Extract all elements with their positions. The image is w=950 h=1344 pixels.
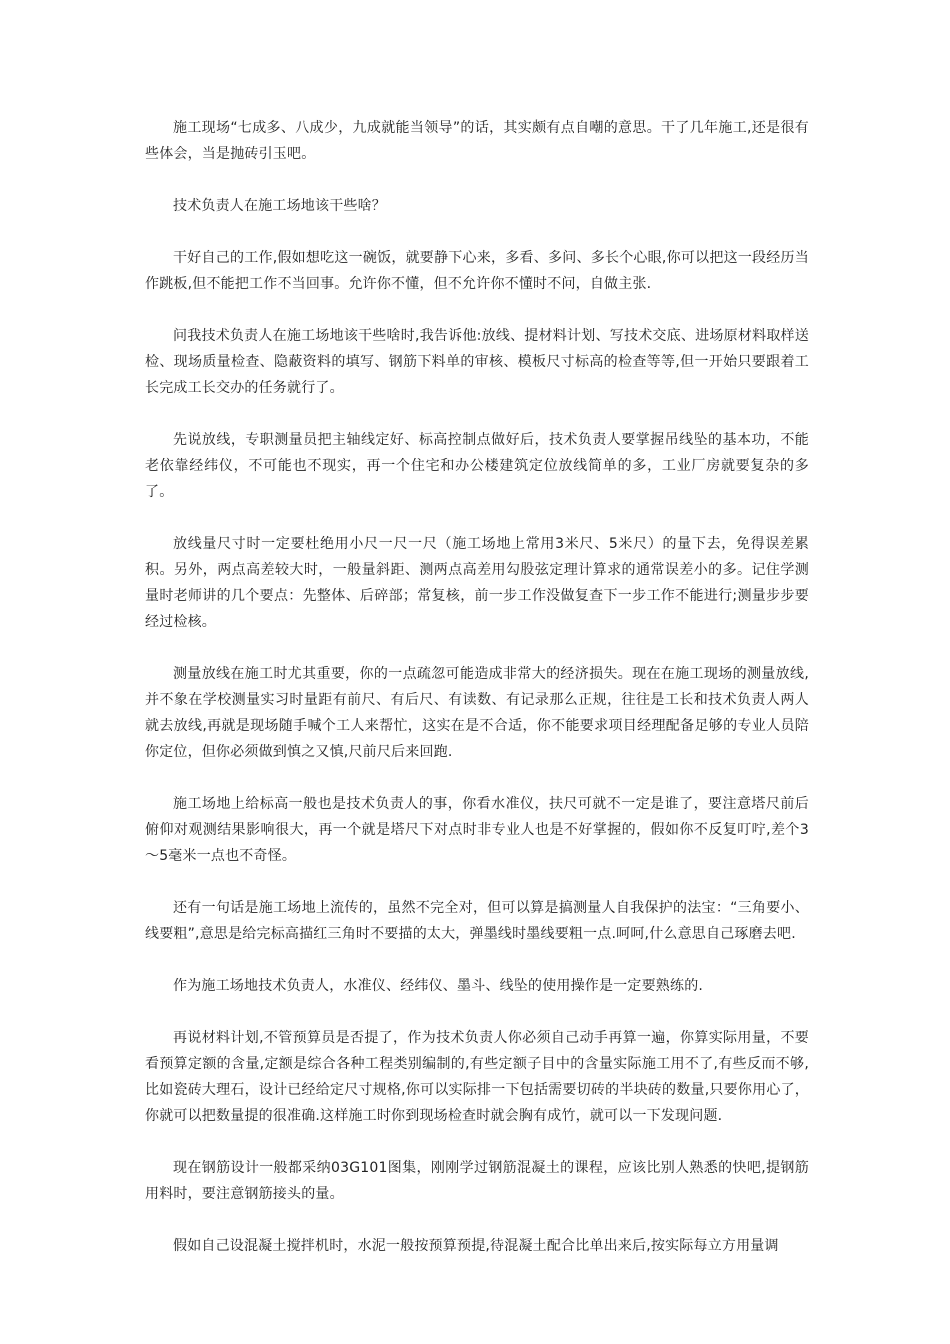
- paragraph-rebar: 现在钢筋设计一般都采纳03G101图集，刚刚学过钢筋混凝土的课程，应该比别人熟悉的快吧,提钢筋用料时，要注意钢筋接头的量。: [145, 1160, 809, 1202]
- paragraph-work-attitude: 干好自己的工作,假如想吃这一碗饭，就要静下心来，多看、多问、多长个心眼,你可以把这一段经历当作跳板,但不能把工作不当回事。允许你不懂，但不允许你不懂时不问，自做主张.: [145, 250, 809, 292]
- paragraph-duties: 问我技术负责人在施工场地该干些啥时,我告诉他:放线、提材料计划、写技术交底、进场原材料取样送检、现场质量检查、隐蔽资料的填写、钢筋下料单的审核、模板尺寸标高的检查等等,但一开始只要跟着工长完成工长交办的任务就行了。: [145, 328, 809, 396]
- paragraph-setting-out: 先说放线，专职测量员把主轴线定好、标高控制点做好后，技术负责人要掌握吊线坠的基本功，不能老依靠经纬仪，不可能也不现实，再一个住宅和办公楼建筑定位放线简单的多，工业厂房就要复杂的多了。: [145, 432, 809, 500]
- paragraph-measuring: 放线量尺寸时一定要杜绝用小尺一尺一尺（施工场地上常用3米尺、5米尺）的量下去，免得误差累积。另外，两点高差较大时，一般量斜距、测两点高差用勾股弦定理计算求的通常误差小的多。记住学测量时老师讲的几个要点：先整体、后碎部；常复核，前一步工作没做复查下一步工作不能进行;测量步步要经过检核。: [145, 536, 809, 630]
- paragraph-concrete: 假如自己设混凝土搅拌机时，水泥一般按预算预提,待混凝土配合比单出来后,按实际每立方用量调: [173, 1238, 779, 1254]
- paragraph-instruments: 作为施工场地技术负责人，水准仪、经纬仪、墨斗、线坠的使用操作是一定要熟练的.: [173, 978, 704, 994]
- paragraph-saying: 还有一句话是施工场地上流传的，虽然不完全对，但可以算是搞测量人自我保护的法宝：“三角要小、线要粗”,意思是给完标高描红三角时不要描的太大，弹墨线时墨线要粗一点.呵呵,什么意思自己琢磨去吧.: [145, 900, 809, 942]
- paragraph-survey-importance: 测量放线在施工时尤其重要，你的一点疏忽可能造成非常大的经济损失。现在在施工现场的测量放线,并不象在学校测量实习时量距有前尺、有后尺、有读数、有记录那么正规，往往是工长和技术负责人两人就去放线,再就是现场随手喊个工人来帮忙，这实在是不合适，你不能要求项目经理配备足够的专业人员陪你定位，但你必须做到慎之又慎,尺前尺后来回跑.: [145, 666, 809, 760]
- paragraph-question: 技术负责人在施工场地该干些啥？: [173, 198, 386, 214]
- paragraph-intro: 施工现场“七成多、八成少，九成就能当领导”的话，其实颇有点自嘲的意思。干了几年施工,还是很有些体会，当是抛砖引玉吧。: [145, 120, 809, 162]
- paragraph-material-plan: 再说材料计划,不管预算员是否提了，作为技术负责人你必须自己动手再算一遍，你算实际用量，不要看预算定额的含量,定额是综合各种工程类别编制的,有些定额子目中的含量实际施工用不了,有些反而不够,比如瓷砖大理石，设计已经给定尺寸规格,你可以实际排一下包括需要切砖的半块砖的数量,只要你用心了，你就可以把数量提的很准确.这样施工时你到现场检查时就会胸有成竹，就可以一下发现问题.: [145, 1030, 809, 1124]
- document-body: [145, 115, 809, 1285]
- paragraph-elevation: 施工场地上给标高一般也是技术负责人的事，你看水准仪，扶尺可就不一定是谁了，要注意塔尺前后俯仰对观测结果影响很大，再一个就是塔尺下对点时非专业人也是不好掌握的，假如你不反复叮咛,差个3～5毫米一点也不奇怪。: [145, 796, 809, 864]
